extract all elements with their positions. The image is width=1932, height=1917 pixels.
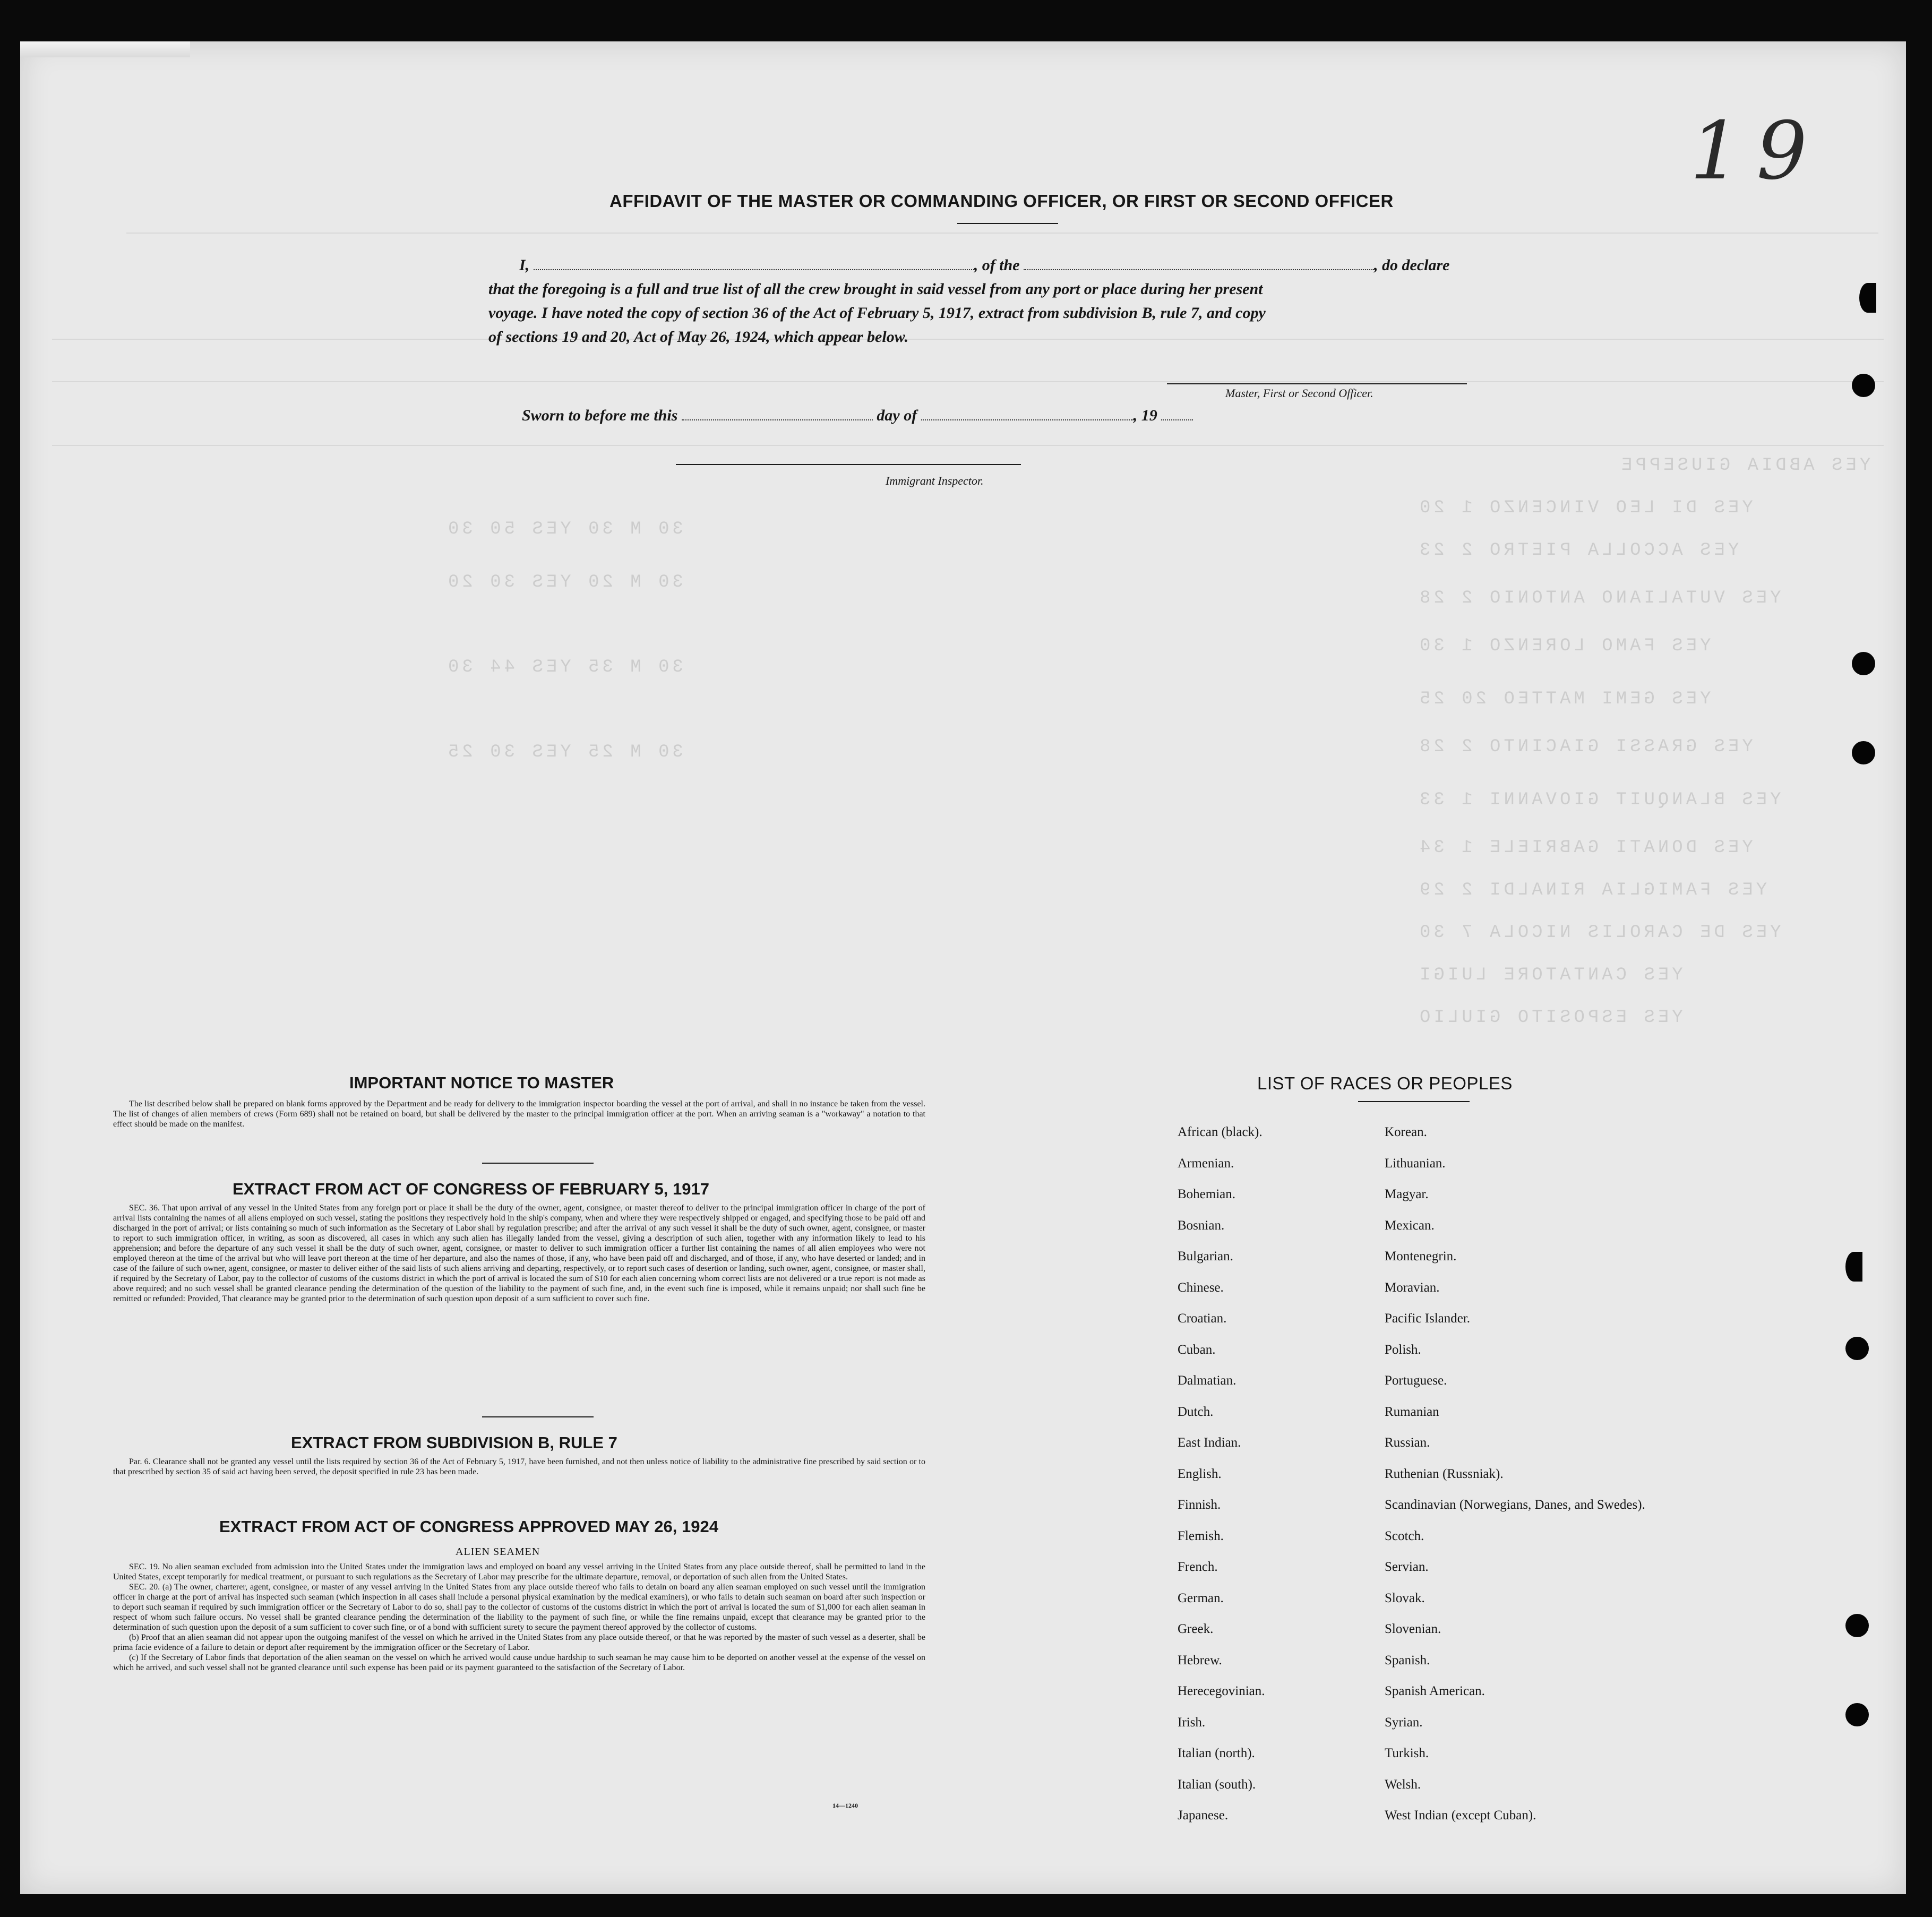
race-item: Lithuanian.	[1385, 1156, 1446, 1171]
affidavit-line-2: that the foregoing is a full and true list of all the crew brought in said vessel from any port or place during her present	[488, 280, 1263, 298]
race-item: Ruthenian (Russniak).	[1385, 1466, 1504, 1481]
extract-1924-text	[113, 1562, 925, 1673]
bleed-through-line	[52, 381, 1884, 382]
document-sheet	[20, 41, 1906, 1894]
sworn-year-label: , 19	[1133, 407, 1157, 424]
title-underline	[957, 223, 1058, 224]
race-item: Polish.	[1385, 1342, 1421, 1357]
race-item: Welsh.	[1385, 1777, 1421, 1792]
bleed-through-text: YES VUTALIANO ANTONIO 2 28	[1416, 588, 1781, 608]
section-divider	[482, 1163, 594, 1164]
bleed-through-line	[126, 233, 1878, 234]
races-divider	[1358, 1101, 1470, 1102]
race-item: Slovak.	[1385, 1591, 1425, 1605]
form-number: 14—1240	[832, 1802, 858, 1809]
bleed-through-text: YES ABDIA GIUSEPPE	[1618, 455, 1871, 476]
rule7-title: EXTRACT FROM SUBDIVISION B, RULE 7	[291, 1433, 617, 1452]
race-item: African (black).	[1178, 1125, 1263, 1139]
race-item: Dalmatian.	[1178, 1373, 1237, 1388]
inspector-signature-label: Immigrant Inspector.	[886, 474, 984, 487]
bleed-through-text: YES DI LEO VINCENZO 1 20	[1416, 498, 1753, 518]
affidavit-declare-label: , do declare	[1374, 256, 1450, 274]
race-item: Servian.	[1385, 1560, 1429, 1574]
race-item: Portuguese.	[1385, 1373, 1447, 1388]
race-item: Spanish.	[1385, 1653, 1430, 1667]
bleed-through-text: YES DE CAROLIS NICOLA 7 30	[1416, 923, 1781, 943]
bleed-through-text: 30 M 35 YES 44 30	[445, 657, 683, 677]
sworn-line	[522, 407, 1193, 425]
section-20a-paragraph: SEC. 20. (a) The owner, charterer, agent, consignee, or master of any vessel arriving in the United States from any place outside thereof who fails to detain on board any alien seaman employed on such vessel until the immigration officer in charge at the port of arrival has inspected such seaman (which inspection in all cases shall include a personal physical examination by the medical examiners), or who fails to detain such seaman on board after such inspection or to deport such seaman if required by such immigration officer or the Secretary of Labor to do so, shall pay to the collector of customs of the customs district in which the port of arrival is located the sum of $1,000 for each alien seaman in respect of whom such failure occurs. No vessel shall be granted clearance pending the determination of the liability to the payment of such fine, or while the fine remains unpaid, except that clearance may be granted prior to the determination of such question upon the deposit of a sum sufficient to cover such fine, or of a bond with sufficient surety to secure the payment thereof approved by the collector of customs.	[113, 1583, 925, 1632]
sworn-year-blank[interactable]	[1161, 419, 1193, 420]
sworn-day-label: day of	[877, 407, 917, 424]
punch-hole	[1859, 283, 1876, 313]
race-item: Croatian.	[1178, 1311, 1227, 1326]
affidavit-of-the-label: , of the	[974, 256, 1020, 274]
race-item: Herecegovinian.	[1178, 1684, 1265, 1698]
bleed-through-text: 30 M 25 YES 30 25	[445, 742, 683, 762]
race-item: Finnish.	[1178, 1498, 1221, 1512]
punch-hole	[1845, 1337, 1869, 1360]
race-item: West Indian (except Cuban).	[1385, 1808, 1536, 1823]
race-item: Bosnian.	[1178, 1218, 1225, 1233]
race-item: Pacific Islander.	[1385, 1311, 1471, 1326]
name-blank[interactable]	[534, 269, 974, 270]
race-item: Armenian.	[1178, 1156, 1234, 1171]
extract-1924-title: EXTRACT FROM ACT OF CONGRESS APPROVED MAY 26, 1924	[219, 1517, 718, 1536]
bleed-through-text: YES GRASSI GIACINTO 2 28	[1416, 737, 1753, 757]
folded-corner	[20, 41, 190, 57]
race-item: Syrian.	[1385, 1715, 1423, 1730]
master-signature-label: Master, First or Second Officer.	[1225, 386, 1373, 400]
section-20c-paragraph: (c) If the Secretary of Labor finds that deportation of the alien seaman on the vessel on which he arrived would cause undue hardship to such seaman he may cause him to be deported on another vessel at the expense of the vessel on which he arrived, and such vessel shall not be granted clearance until such expense has been paid or its payment guaranteed to the satisfaction of the Secretary of Labor.	[113, 1653, 925, 1672]
bleed-through-text: YES BLANQUIT GIOVANNI 1 33	[1416, 790, 1781, 810]
handwritten-page-number: 19	[1690, 105, 1823, 197]
affidavit-line-1	[519, 256, 1449, 274]
race-item: English.	[1178, 1466, 1222, 1481]
race-item: Korean.	[1385, 1125, 1427, 1139]
master-signature-line[interactable]	[1167, 383, 1467, 384]
race-item: Bohemian.	[1178, 1187, 1236, 1201]
race-item: Scotch.	[1385, 1528, 1424, 1543]
race-item: Moravian.	[1385, 1280, 1440, 1295]
bleed-through-text: YES FAMO LORENZO 1 30	[1416, 636, 1711, 656]
sworn-prefix: Sworn to before me this	[522, 407, 678, 424]
extract-1917-text	[113, 1203, 925, 1304]
race-item: Russian.	[1385, 1435, 1430, 1450]
punch-hole	[1852, 374, 1875, 397]
race-item: Chinese.	[1178, 1280, 1224, 1295]
bleed-through-line	[52, 339, 1884, 340]
section-divider	[482, 1416, 594, 1417]
sworn-month-blank[interactable]	[921, 419, 1134, 420]
races-right-column	[1385, 1124, 1645, 1839]
notice-paragraph: The list described below shall be prepared on blank forms approved by the Department and be ready for delivery to the immigration inspector boarding the vessel at the port of arrival, and shall in no instance be taken from the vessel. The list of changes of alien members of crews (Form 689) shall not be retained on board, but shall be delivered by the master to the principal immigration officer at the port. When an arriving seaman is a "workaway" a notation to that effect should be made on the manifest.	[113, 1099, 925, 1129]
bleed-through-text: YES ACCOLLA PIETRO 2 23	[1416, 540, 1739, 561]
race-item: Mexican.	[1385, 1218, 1435, 1233]
race-item: Slovenian.	[1385, 1622, 1441, 1636]
punch-hole	[1852, 741, 1875, 764]
race-item: Dutch.	[1178, 1404, 1214, 1419]
race-item: German.	[1178, 1591, 1224, 1605]
race-item: Scandinavian (Norwegians, Danes, and Swedes).	[1385, 1498, 1645, 1512]
punch-hole	[1845, 1614, 1869, 1637]
race-item: East Indian.	[1178, 1435, 1241, 1450]
punch-hole	[1852, 652, 1875, 675]
affidavit-line-3: voyage. I have noted the copy of section 36 of the Act of February 5, 1917, extract from subdivision B, rule 7, and copy	[488, 304, 1266, 322]
rule7-paragraph: Par. 6. Clearance shall not be granted any vessel until the lists required by section 36 of the Act of February 5, 1917, have been furnished, and not then unless notice of liability to the administrative fine prescribed by said section or to that prescribed by section 35 of said act having been served, the deposit specified in rule 23 has been made.	[113, 1457, 925, 1476]
bleed-through-text: YES DONATI GABRIELE 1 34	[1416, 838, 1753, 858]
affidavit-title: AFFIDAVIT OF THE MASTER OR COMMANDING OFFICER, OR FIRST OR SECOND OFFICER	[609, 191, 1394, 211]
rule7-text	[113, 1457, 925, 1477]
bleed-through-text: YES GEMI MATTEO 20 25	[1416, 689, 1711, 709]
punch-hole	[1845, 1252, 1862, 1282]
extract-1917-title: EXTRACT FROM ACT OF CONGRESS OF FEBRUARY 5, 1917	[233, 1180, 709, 1198]
bleed-through-text: YES FAMIGLIA RINALDI 2 29	[1416, 880, 1767, 900]
race-item: Magyar.	[1385, 1187, 1429, 1201]
bleed-through-text: YES ESPOSITO GIULIO	[1416, 1008, 1683, 1028]
race-item: Cuban.	[1178, 1342, 1216, 1357]
race-item: Japanese.	[1178, 1808, 1229, 1823]
bleed-through-text: 30 M 20 YES 30 20	[445, 572, 683, 592]
race-item: Italian (north).	[1178, 1746, 1255, 1760]
race-item: French.	[1178, 1560, 1218, 1574]
race-item: Turkish.	[1385, 1746, 1429, 1760]
race-item: Italian (south).	[1178, 1777, 1256, 1792]
notice-title: IMPORTANT NOTICE TO MASTER	[349, 1073, 614, 1092]
race-item: Bulgarian.	[1178, 1249, 1233, 1263]
race-item: Greek.	[1178, 1622, 1214, 1636]
bleed-through-text: 30 M 30 YES 50 30	[445, 519, 683, 539]
affidavit-line-4: of sections 19 and 20, Act of May 26, 1924, which appear below.	[488, 328, 909, 346]
punch-hole	[1845, 1703, 1869, 1726]
affidavit-i-label: I,	[519, 256, 530, 274]
vessel-blank[interactable]	[1024, 269, 1374, 270]
notice-text	[113, 1099, 925, 1129]
races-left-column	[1178, 1124, 1265, 1839]
section-19-paragraph: SEC. 19. No alien seaman excluded from admission into the United States under the immigration laws and employed on board any vessel arriving in the United States from any place outside thereof, shall be permitted to land in the United States, except temporarily for medical treatment, or pursuant to such regulations as the Secretary of Labor may prescribe for the ultimate departure, removal, or deportation of such alien from the United States.	[113, 1562, 925, 1581]
bleed-through-text: YES CANTATORE LUIGI	[1416, 965, 1683, 985]
race-item: Montenegrin.	[1385, 1249, 1457, 1263]
sworn-day-blank[interactable]	[682, 419, 873, 420]
race-item: Hebrew.	[1178, 1653, 1222, 1667]
section-36-paragraph: SEC. 36. That upon arrival of any vessel in the United States from any foreign port or place it shall be the duty of the owner, agent, consignee, or master thereof to deliver to the principal immigration officer in charge of the port of arrival lists containing the names of all aliens employed on such vessel, stating the positions they respectively hold in the ship's company, when and where they were respectively shipped or engaged, and specifying those to be paid off and discharged in the port of arrival; or lists containing so much of such information as the Secretary of Labor shall by regulation prescribe; and after the arrival of any such vessel it shall be the duty of such owner, agent, consignee, or master to report to such immigration officer, in writing, as soon as discovered, all cases in which any such alien has illegally landed from the vessel, giving a description of such alien, together with any information likely to lead to his apprehension; and before the departure of any such vessel it shall be the duty of such owner, agent, consignee, or master to deliver to such immigration officer a further list containing the names of all alien employees who were not employed thereon at the time of the arrival but who will leave port thereon at the time of her departure, and also the names of those, if any, who have been paid off and discharged, and of those, if any, who have deserted or landed; and in case of the failure of such owner, agent, consignee, or master to deliver either of the said lists of such aliens arriving and departing, respectively, or to report such cases of desertion or landing, such owner, agent, consignee, or master shall, if required by the Secretary of Labor, pay to the collector of customs of the customs district in which the port of arrival is located the sum of $10 for each alien concerning whom correct lists are not delivered or a true report is not made as above required; and no such vessel shall be granted clearance pending the determination of the question of the liability to the payment of such fine, and, in the event such fine is imposed, while it remains unpaid; nor shall such fine be remitted or refunded: Provided, That clearance may be granted prior to the determination of such question upon deposit of a sum sufficient to cover such fine.	[113, 1204, 925, 1303]
inspector-signature-line[interactable]	[676, 464, 1021, 465]
bleed-through-line	[52, 445, 1884, 446]
race-item: Spanish American.	[1385, 1684, 1485, 1698]
races-title: LIST OF RACES OR PEOPLES	[1257, 1073, 1513, 1093]
race-item: Flemish.	[1178, 1528, 1224, 1543]
race-item: Irish.	[1178, 1715, 1206, 1730]
race-item: Rumanian	[1385, 1404, 1439, 1419]
section-20b-paragraph: (b) Proof that an alien seaman did not appear upon the outgoing manifest of the vessel on which he arrived in the United States from any place outside thereof, or that he was reported by the master of such vessel as a deserter, shall be prima facie evidence of a failure to detain or deport after requirement by the immigration officer or the Secretary of Labor.	[113, 1633, 925, 1652]
alien-seamen-subtitle: ALIEN SEAMEN	[456, 1546, 540, 1558]
